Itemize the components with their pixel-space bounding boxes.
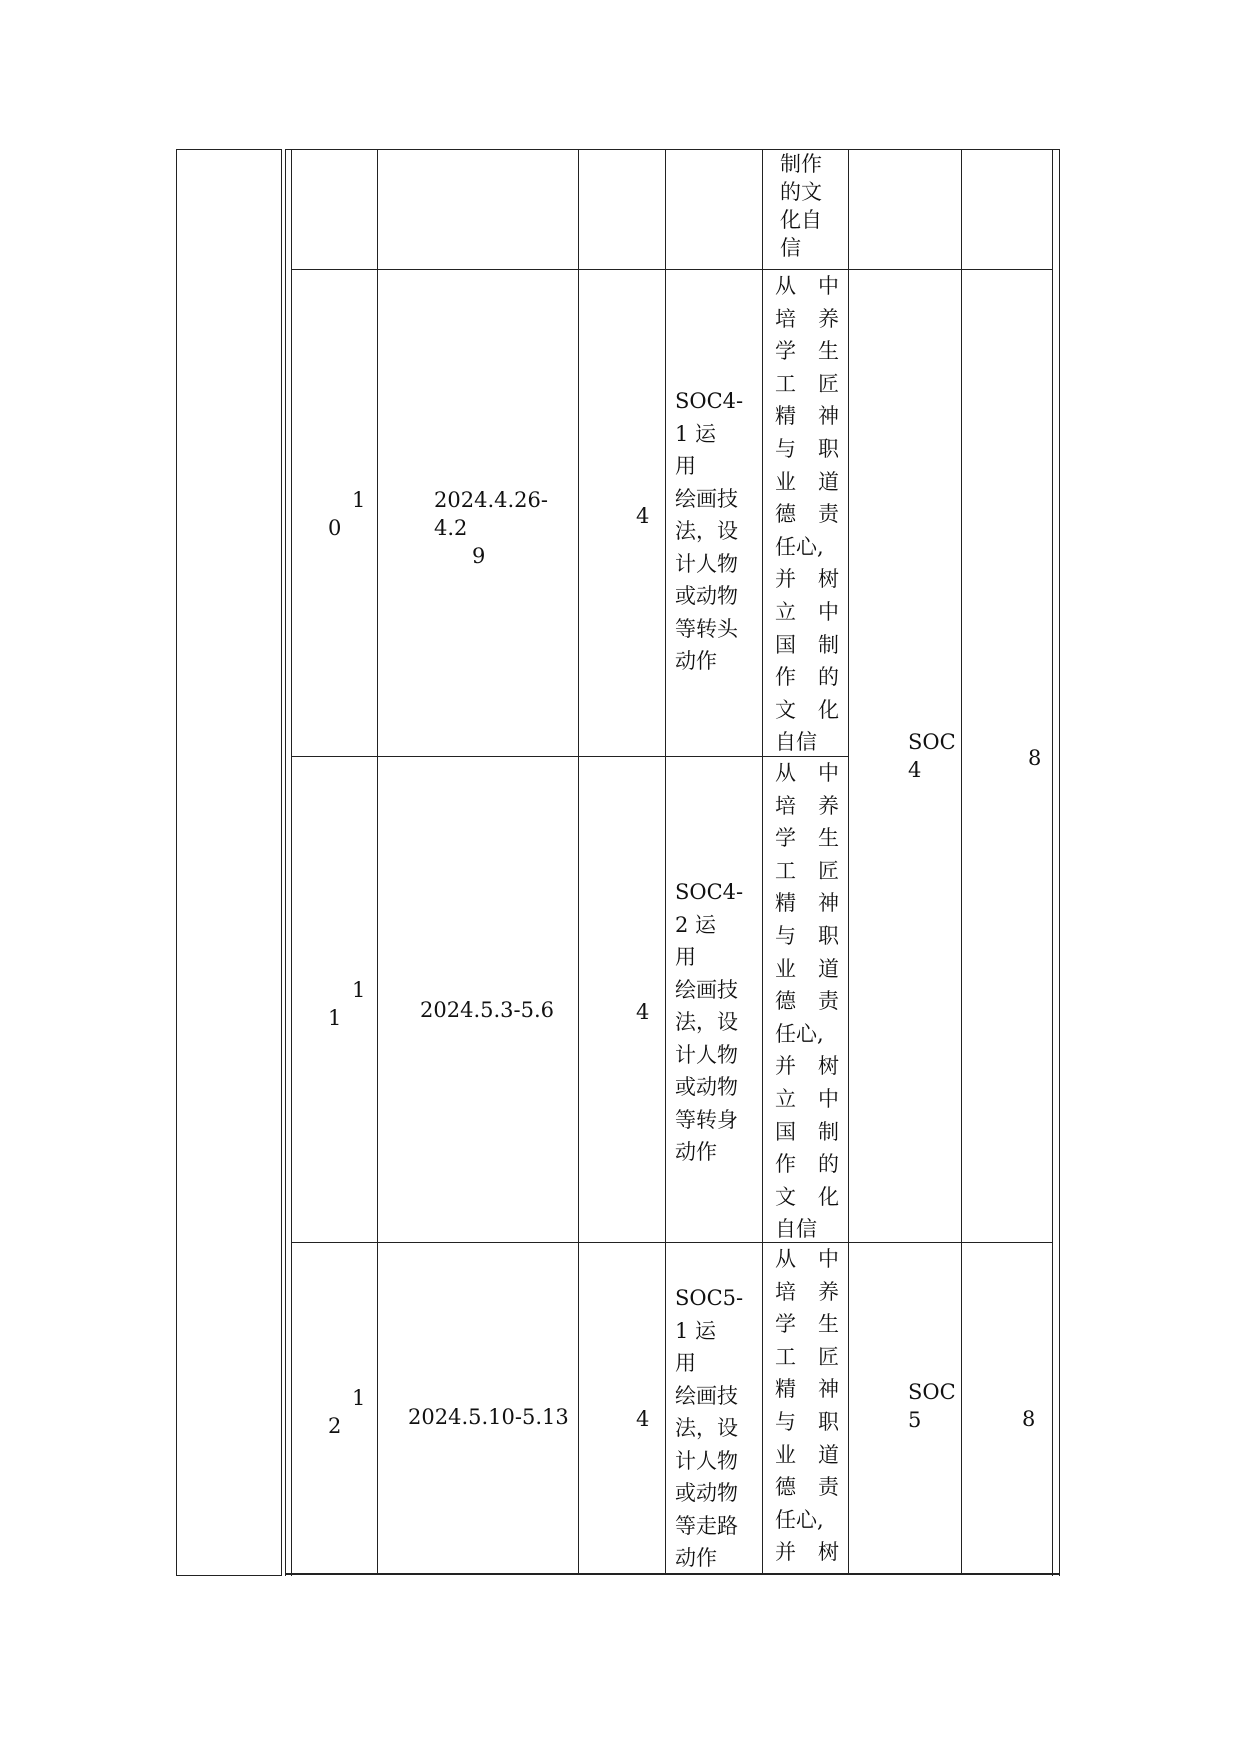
col-divider-2 — [578, 149, 579, 1574]
soc-cell: SOC 5 — [908, 1380, 956, 1432]
goal-line: 制作 — [780, 152, 822, 176]
content-cell: SOC5- 1 运 用 绘画技 法，设 计人物 或动物 等走路 动作 — [675, 1286, 744, 1570]
content-cell: SOC4- 2 运 用 绘画技 法，设 计人物 或动物 等转身 动作 — [675, 880, 744, 1164]
table-right-border-2 — [1059, 149, 1060, 1576]
row-divider-2 — [291, 756, 849, 757]
week-number: 1 0 — [328, 488, 366, 540]
score-merged-cell: 8 — [1028, 746, 1042, 770]
score-cell: 8 — [1022, 1407, 1036, 1431]
week-number: 1 1 — [328, 978, 366, 1030]
col-divider-1 — [377, 149, 378, 1574]
outer-bottom-border — [176, 1575, 282, 1576]
table-left-border-2 — [291, 149, 292, 1576]
outer-top-border — [176, 149, 282, 150]
outer-left-border — [176, 149, 177, 1576]
date-range: 2024.5.3-5.6 — [420, 998, 555, 1022]
table-bottom-border — [285, 1573, 1060, 1575]
top-row-goal — [780, 150, 836, 262]
outer-divider — [281, 149, 282, 1576]
table-left-border-1 — [285, 149, 286, 1576]
goal-cell: 从 中 培 养 学 生 工 匠 精 神 与 职 业 道 德 责 任心, 并 树 立 中 国 制 作 的 文 化 自信 — [775, 761, 839, 1242]
goal-cell: 从 中 培 养 学 生 工 匠 精 神 与 职 业 道 德 责 任心, 并 树 立 中 国 制 作 的 文 化 自信 — [775, 274, 839, 755]
date-range: 2024.4.26-4.2 9 — [434, 488, 548, 568]
goal-line: 信 — [780, 236, 801, 260]
col-divider-6 — [961, 149, 962, 1574]
soc-merged-cell: SOC 4 — [908, 730, 956, 782]
goal-line: 的文 — [780, 180, 822, 204]
date-range: 2024.5.10-5.13 — [408, 1405, 569, 1429]
content-cell: SOC4- 1 运 用 绘画技 法，设 计人物 或动物 等转头 动作 — [675, 389, 744, 673]
hours: 4 — [636, 1000, 650, 1024]
row-divider-1 — [291, 269, 1053, 270]
goal-line: 化自 — [780, 208, 822, 232]
goal-cell: 从 中 培 养 学 生 工 匠 精 神 与 职 业 道 德 责 任心, 并 树 — [775, 1247, 839, 1565]
row-divider-3 — [291, 1242, 1053, 1243]
col-divider-5 — [848, 149, 849, 1574]
week-number: 1 2 — [328, 1386, 366, 1438]
table-top-border — [285, 149, 1060, 150]
table-right-border-1 — [1052, 149, 1053, 1576]
hours: 4 — [636, 1407, 650, 1431]
col-divider-3 — [665, 149, 666, 1574]
hours: 4 — [636, 504, 650, 528]
col-divider-4 — [762, 149, 763, 1574]
